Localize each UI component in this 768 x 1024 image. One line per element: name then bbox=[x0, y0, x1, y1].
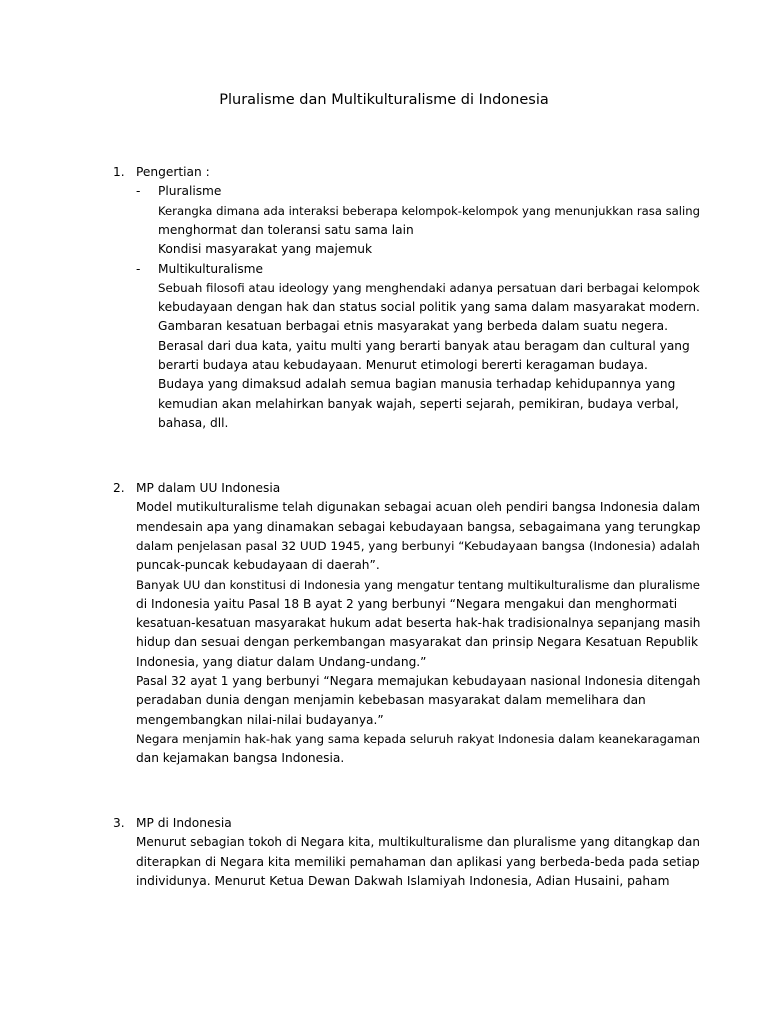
paragraph-line: Banyak UU dan konstitusi di Indonesia yang mengatur tentang multikulturalisme dan pluralisme bbox=[136, 577, 700, 592]
paragraph-line: individunya. Menurut Ketua Dewan Dakwah Islamiyah Indonesia, Adian Husaini, paham bbox=[136, 873, 670, 888]
paragraph-line: diterapkan di Negara kita memiliki pemahaman dan aplikasi yang berbeda-beda pada setiap bbox=[136, 854, 700, 869]
paragraph-line: Negara menjamin hak-hak yang sama kepada seluruh rakyat Indonesia dalam keanekaragaman bbox=[136, 731, 701, 746]
paragraph-line: berarti budaya atau kebudayaan. Menurut etimologi bererti keragaman budaya. bbox=[158, 358, 648, 372]
paragraph-line: mengembangkan nilai-nilai budayanya.” bbox=[136, 712, 384, 727]
section-number: 1. bbox=[113, 165, 125, 179]
paragraph-line: dan kejamakan bangsa Indonesia. bbox=[136, 751, 345, 766]
paragraph-line: Indonesia, yang diatur dalam Undang-undang.” bbox=[136, 654, 427, 669]
paragraph-line: kemudian akan melahirkan banyak wajah, seperti sejarah, pemikiran, budaya verbal, bbox=[158, 396, 679, 411]
list-dash: - bbox=[136, 184, 141, 199]
paragraph-line: Model mutikulturalisme telah digunakan sebagai acuan oleh pendiri bangsa Indonesia dalam bbox=[136, 500, 701, 515]
paragraph-line: puncak-puncak kebudayaan di daerah”. bbox=[136, 558, 380, 573]
document-title: Pluralisme dan Multikulturalisme di Indonesia bbox=[219, 92, 549, 108]
paragraph-line: kebudayaan dengan hak dan status social politik yang sama dalam masyarakat modern. bbox=[158, 300, 700, 315]
paragraph-line: Kondisi masyarakat yang majemuk bbox=[158, 242, 373, 257]
paragraph-line: Pasal 32 ayat 1 yang berbunyi “Negara memajukan kebudayaan nasional Indonesia ditengah bbox=[136, 674, 701, 688]
paragraph-line: Menurut sebagian tokoh di Negara kita, multikulturalisme dan pluralisme yang ditangkap dan bbox=[136, 835, 701, 850]
paragraph-line: Sebuah filosofi atau ideology yang menghendaki adanya persatuan dari berbagai kelompok bbox=[158, 280, 700, 295]
paragraph-line: Gambaran kesatuan berbagai etnis masyarakat yang berbeda dalam suatu negera. bbox=[158, 319, 669, 334]
item-title-pluralisme: Pluralisme bbox=[158, 184, 222, 199]
paragraph-line: di Indonesia yaitu Pasal 18 B ayat 2 yang berbunyi “Negara mengakui dan menghormati bbox=[136, 596, 678, 611]
section-number: 2. bbox=[113, 481, 125, 495]
paragraph-line: peradaban dunia dengan menjamin kebebasan masyarakat dalam memelihara dan bbox=[136, 693, 646, 708]
paragraph-line: hidup dan sesuai dengan perkembangan masyarakat dan prinsip Negara Kesatuan Republik bbox=[136, 635, 699, 650]
section-title: MP dalam UU Indonesia bbox=[136, 481, 281, 495]
paragraph-line: Budaya yang dimaksud adalah semua bagian manusia terhadap kehidupannya yang bbox=[158, 377, 676, 392]
paragraph-line: bahasa, dll. bbox=[158, 415, 229, 430]
section-title: Pengertian : bbox=[136, 165, 210, 179]
paragraph-line: Berasal dari dua kata, yaitu multi yang berarti banyak atau beragam dan cultural yang bbox=[158, 338, 690, 353]
paragraph-line: Kerangka dimana ada interaksi beberapa kelompok-kelompok yang menunjukkan rasa saling bbox=[158, 203, 700, 218]
item-title-multikulturalisme: Multikulturalisme bbox=[158, 261, 264, 276]
paragraph-line: kesatuan-kesatuan masyarakat hukum adat beserta hak-hak tradisionalnya sepanjang masih bbox=[136, 616, 701, 631]
list-dash: - bbox=[136, 261, 141, 276]
paragraph-line: dalam penjelasan pasal 32 UUD 1945, yang berbunyi “Kebudayaan bangsa (Indonesia) adalah bbox=[136, 538, 700, 553]
paragraph-line: menghormat dan toleransi satu sama lain bbox=[158, 222, 414, 237]
section-title: MP di Indonesia bbox=[136, 816, 232, 830]
paragraph-line: mendesain apa yang dinamakan sebagai kebudayaan bangsa, sebagaimana yang terungkap bbox=[136, 519, 701, 534]
section-number: 3. bbox=[113, 816, 125, 830]
